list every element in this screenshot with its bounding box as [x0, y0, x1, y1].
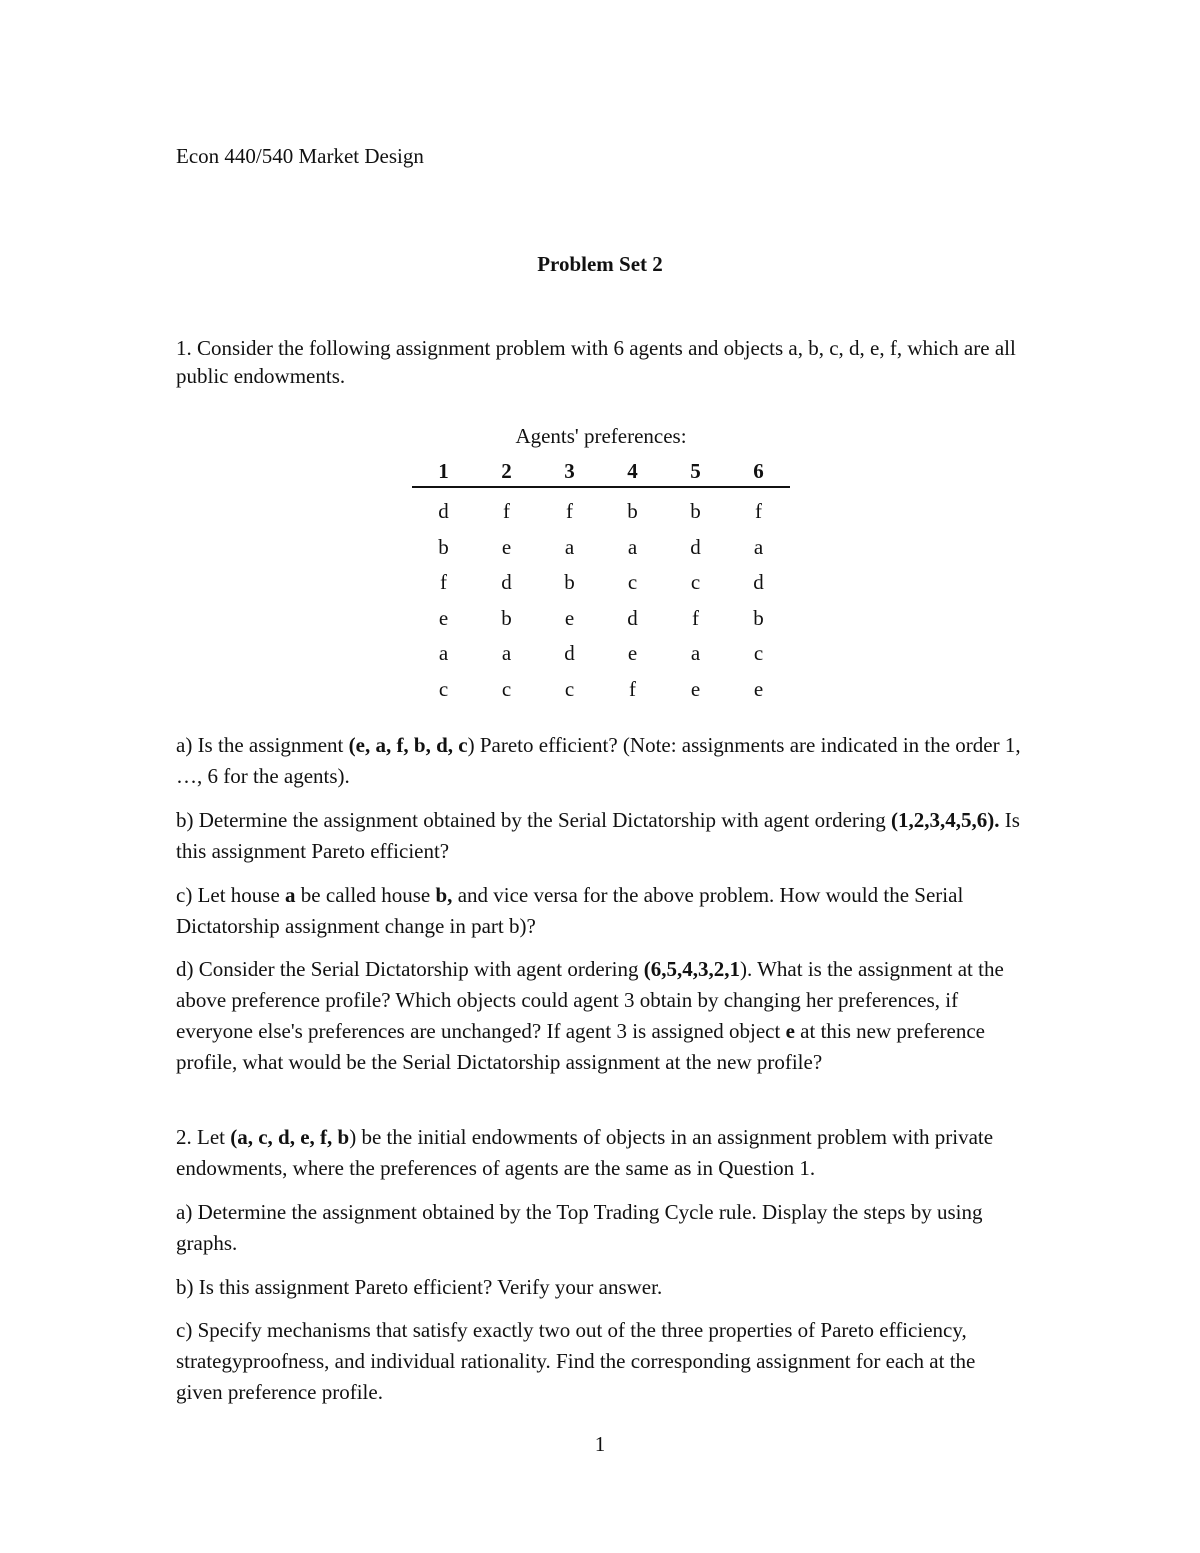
table-cell: f: [440, 570, 447, 595]
question-2-intro: [176, 1122, 1026, 1184]
preferences-table: [412, 456, 790, 707]
table-cell: e: [438, 605, 449, 630]
table-cell: c: [753, 641, 764, 666]
table-cell: e: [627, 641, 638, 666]
table-cell: a: [627, 534, 638, 559]
table-row: [412, 487, 790, 530]
table-cell: d: [753, 570, 764, 595]
q1c-house-a: a: [285, 883, 296, 907]
question-1b: [176, 805, 1026, 867]
q1c-text-3: and vice versa for the above problem. How would the Serial Dictatorship assignment change in part b)?: [176, 883, 964, 938]
table-cell: c: [690, 570, 701, 595]
q1b-ordering: (1,2,3,4,5,6).: [890, 808, 1000, 832]
question-1c: [176, 880, 1026, 942]
q1d-object-e: e: [785, 1019, 795, 1043]
table-cell: d: [501, 570, 512, 595]
question-2c: c) Specify mechanisms that satisfy exactly two out of the three properties of Pareto efficiency, strategyproofness, and individual rationality. Find the corresponding assignment for each at the given preference profile.: [176, 1318, 976, 1404]
table-cell: a: [753, 534, 764, 559]
agent-header: 6: [727, 456, 790, 487]
q1a-text-pre: a) Is the assignment: [176, 733, 349, 757]
table-cell: b: [438, 534, 449, 559]
question-1a: [176, 730, 1026, 792]
q1a-assignment: (e, a, f, b, d, c: [348, 733, 468, 757]
q2-text-post: ) be the initial endowments of objects in an assignment problem with private endowments, where the preferences of agents are the same as in Question 1.: [176, 1125, 994, 1180]
table-cell: e: [501, 534, 512, 559]
table-cell: d: [627, 605, 638, 630]
q1a-text-post: ) Pareto efficient? (Note: assignments are indicated in the order 1, …, 6 for the agents).: [176, 733, 1021, 788]
table-cell: d: [564, 641, 575, 666]
q1d-ordering: (6,5,4,3,2,1: [643, 957, 740, 981]
table-cell: b: [690, 499, 701, 524]
q1b-text-pre: b) Determine the assignment obtained by the Serial Dictatorship with agent ordering: [176, 808, 891, 832]
table-cell: c: [501, 676, 512, 701]
table-cell: d: [438, 499, 449, 524]
table-cell: a: [690, 641, 701, 666]
table-cell: e: [564, 605, 575, 630]
table-caption: Agents' preferences:: [515, 424, 687, 448]
table-cell: f: [503, 499, 510, 524]
q2-text-pre: 2. Let: [176, 1125, 231, 1149]
table-row: [412, 565, 790, 601]
q2-endowments: (a, c, d, e, f, b: [230, 1125, 350, 1149]
table-row: [412, 530, 790, 566]
table-cell: c: [564, 676, 575, 701]
q1b-text-post: Is this assignment Pareto efficient?: [176, 808, 1020, 863]
q1c-text-1: c) Let house: [176, 883, 286, 907]
table-header-row: [412, 456, 790, 487]
page-title: Problem Set 2: [537, 252, 663, 276]
q1d-text-3: at this new preference profile, what would be the Serial Dictatorship assignment at the new profile?: [176, 1019, 985, 1074]
table-row: [412, 601, 790, 637]
table-cell: f: [755, 499, 762, 524]
table-cell: a: [501, 641, 512, 666]
table-cell: f: [566, 499, 573, 524]
table-cell: b: [564, 570, 575, 595]
q1d-text-1: d) Consider the Serial Dictatorship with agent ordering: [176, 957, 644, 981]
table-cell: c: [627, 570, 638, 595]
agent-header: 3: [538, 456, 601, 487]
table-cell: e: [753, 676, 764, 701]
page-number: 1: [594, 1432, 606, 1456]
table-row: [412, 636, 790, 672]
question-2a: a) Determine the assignment obtained by the Top Trading Cycle rule. Display the steps by using graphs.: [176, 1200, 983, 1255]
table-row: [412, 672, 790, 708]
question-2b: b) Is this assignment Pareto efficient? Verify your answer.: [176, 1275, 663, 1299]
table-cell: b: [753, 605, 764, 630]
table-cell: e: [690, 676, 701, 701]
table-cell: b: [627, 499, 638, 524]
question-1-intro: 1. Consider the following assignment problem with 6 agents and objects a, b, c, d, e, f, which are all public endowments.: [176, 336, 1016, 388]
agent-header: 2: [475, 456, 538, 487]
q1c-house-b: b,: [435, 883, 453, 907]
table-cell: a: [564, 534, 575, 559]
agent-header: 1: [412, 456, 475, 487]
table-cell: f: [692, 605, 699, 630]
table-cell: b: [501, 605, 512, 630]
agent-header: 4: [601, 456, 664, 487]
question-1d: [176, 954, 1026, 1078]
table-cell: a: [438, 641, 449, 666]
agent-header: 5: [664, 456, 727, 487]
q1c-text-2: be called house: [295, 883, 436, 907]
q1d-text-2: ). What is the assignment at the above preference profile? Which objects could agent 3 obtain by changing her preferences, if everyone else's preferences are unchanged? If agent 3 is assigned object: [176, 957, 1004, 1043]
course-header: Econ 440/540 Market Design: [176, 144, 424, 168]
table-cell: d: [690, 534, 701, 559]
table-cell: c: [438, 676, 449, 701]
table-cell: f: [629, 676, 636, 701]
